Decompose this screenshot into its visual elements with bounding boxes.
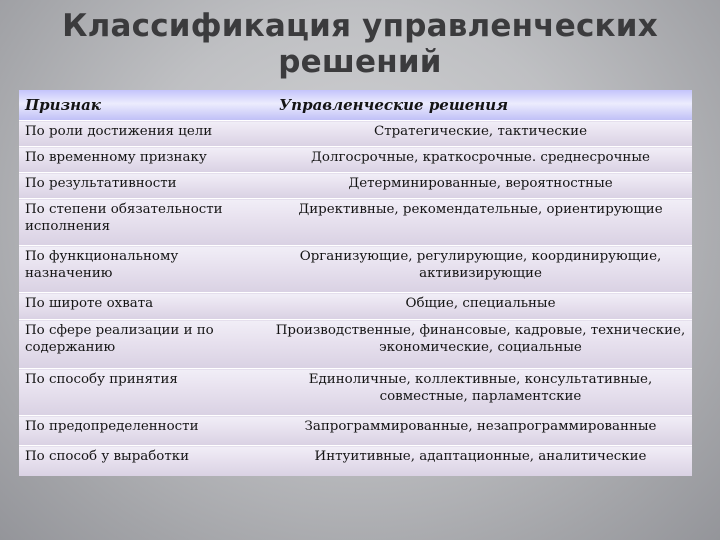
criterion-cell: По способ у выработки [19,446,269,477]
decisions-cell: Запрограммированные, незапрограммированные [269,416,692,446]
criterion-cell: По функциональному назначению [19,246,269,293]
table-row [19,147,692,173]
decisions-cell: Единоличные, коллективные, консультативные, совместные, парламентские [269,369,692,416]
table-header-row [19,90,692,121]
slide-title-line-2: решений [278,44,442,80]
decisions-cell: Производственные, финансовые, кадровые, технические, экономические, социальные [269,320,692,369]
decisions-cell: Общие, специальные [269,293,692,320]
decisions-cell: Организующие, регулирующие, координирующие, активизирующие [269,246,692,293]
table-row [19,246,692,293]
header-criterion: Признак [19,90,269,121]
table-row [19,446,692,477]
criterion-cell: По широте охвата [19,293,269,320]
decisions-cell: Стратегические, тактические [269,121,692,147]
table-row [19,121,692,147]
table-row [19,369,692,416]
header-decisions: Управленческие решения [269,90,692,121]
criterion-cell: По степени обязательности исполнения [19,199,269,246]
table-row [19,320,692,369]
criterion-cell: По результативности [19,173,269,199]
slide-title-line-1: Классификация управленческих [62,8,658,44]
criterion-cell: По способу принятия [19,369,269,416]
decisions-cell: Детерминированные, вероятностные [269,173,692,199]
table-row [19,199,692,246]
criterion-cell: По роли достижения цели [19,121,269,147]
criterion-cell: По временному признаку [19,147,269,173]
decisions-cell: Директивные, рекомендательные, ориентирующие [269,199,692,246]
decisions-cell: Долгосрочные, краткосрочные. среднесрочные [269,147,692,173]
table-row [19,293,692,320]
criterion-cell: По сфере реализации и по содержанию [19,320,269,369]
slide-title [0,8,720,80]
decisions-cell: Интуитивные, адаптационные, аналитические [269,446,692,477]
table-row [19,173,692,199]
criterion-cell: По предопределенности [19,416,269,446]
table-row [19,416,692,446]
classification-table [19,90,692,476]
